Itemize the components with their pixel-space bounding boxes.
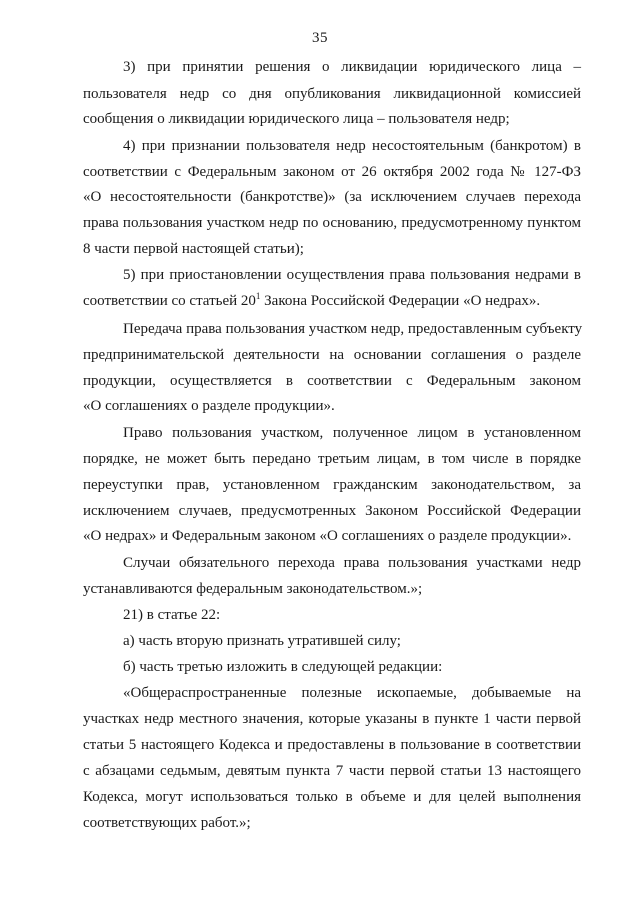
text-line: соответствии с Федеральным законом от 26 октября 2002 года № 127-ФЗ <box>83 164 581 180</box>
text-line: 8 части первой настоящей статьи); <box>83 241 304 257</box>
text-line: Случаи обязательного перехода права пользования участками недр <box>123 555 581 571</box>
text-line: Кодекса, могут использоваться только в объеме и для целей выполнения <box>83 789 581 805</box>
superscript: 1 <box>255 291 261 301</box>
text-line: а) часть вторую признать утратившей силу; <box>123 633 401 649</box>
text-line: «О недрах» и Федеральным законом «О соглашениях о разделе продукции». <box>83 528 572 544</box>
text-line: переуступки прав, установленном гражданским законодательством, за <box>83 477 581 493</box>
text-line: устанавливаются федеральным законодательством.»; <box>83 581 423 597</box>
text-line: 3) при принятии решения о ликвидации юридического лица – <box>123 59 581 75</box>
page-number: 35 <box>312 30 328 46</box>
text-line: участках недр местного значения, которые указаны в пункте 1 части первой <box>83 711 581 727</box>
text-line: «О соглашениях о разделе продукции». <box>83 398 335 414</box>
text-line: продукции, осуществляется в соответствии с Федеральным законом <box>83 373 581 389</box>
text-line: Право пользования участком, полученное лицом в установленном <box>123 425 581 441</box>
text-line: «О несостоятельности (банкротстве)» (за исключением случаев перехода <box>83 189 581 205</box>
text-line: «Общераспространенные полезные ископаемые, добываемые на <box>123 685 581 701</box>
text-line: предпринимательской деятельности на основании соглашения о разделе <box>83 347 581 363</box>
text-line: исключением случаев, предусмотренных Законом Российской Федерации <box>83 503 581 519</box>
text-line: сообщения о ликвидации юридического лица – пользователя недр; <box>83 111 510 127</box>
text-line: пользователя недр со дня опубликования ликвидационной комиссией <box>83 86 581 102</box>
text-line: б) часть третью изложить в следующей редакции: <box>123 659 443 675</box>
text-line: 21) в статье 22: <box>123 607 221 623</box>
text-segment: соответствии со статьей 20 <box>83 293 256 309</box>
text-line: статьи 5 настоящего Кодекса и предоставлены в пользование в соответствии <box>83 737 581 753</box>
text-line: 5) при приостановлении осуществления права пользования недрами в <box>123 267 581 283</box>
text-line <box>83 292 581 310</box>
text-segment: Закона Российской Федерации «О недрах». <box>260 293 541 309</box>
text-line: порядке, не может быть передано третьим лицам, в том числе в порядке <box>83 451 581 467</box>
text-line: Передача права пользования участком недр, предоставленным субъекту <box>123 321 583 337</box>
text-line: с абзацами седьмым, девятым пункта 7 части первой статьи 13 настоящего <box>83 763 581 779</box>
text-line: права пользования участком недр по основанию, предусмотренному пунктом <box>83 215 581 231</box>
text-line: 4) при признании пользователя недр несостоятельным (банкротом) в <box>123 138 581 154</box>
text-line: соответствующих работ.»; <box>83 815 251 831</box>
